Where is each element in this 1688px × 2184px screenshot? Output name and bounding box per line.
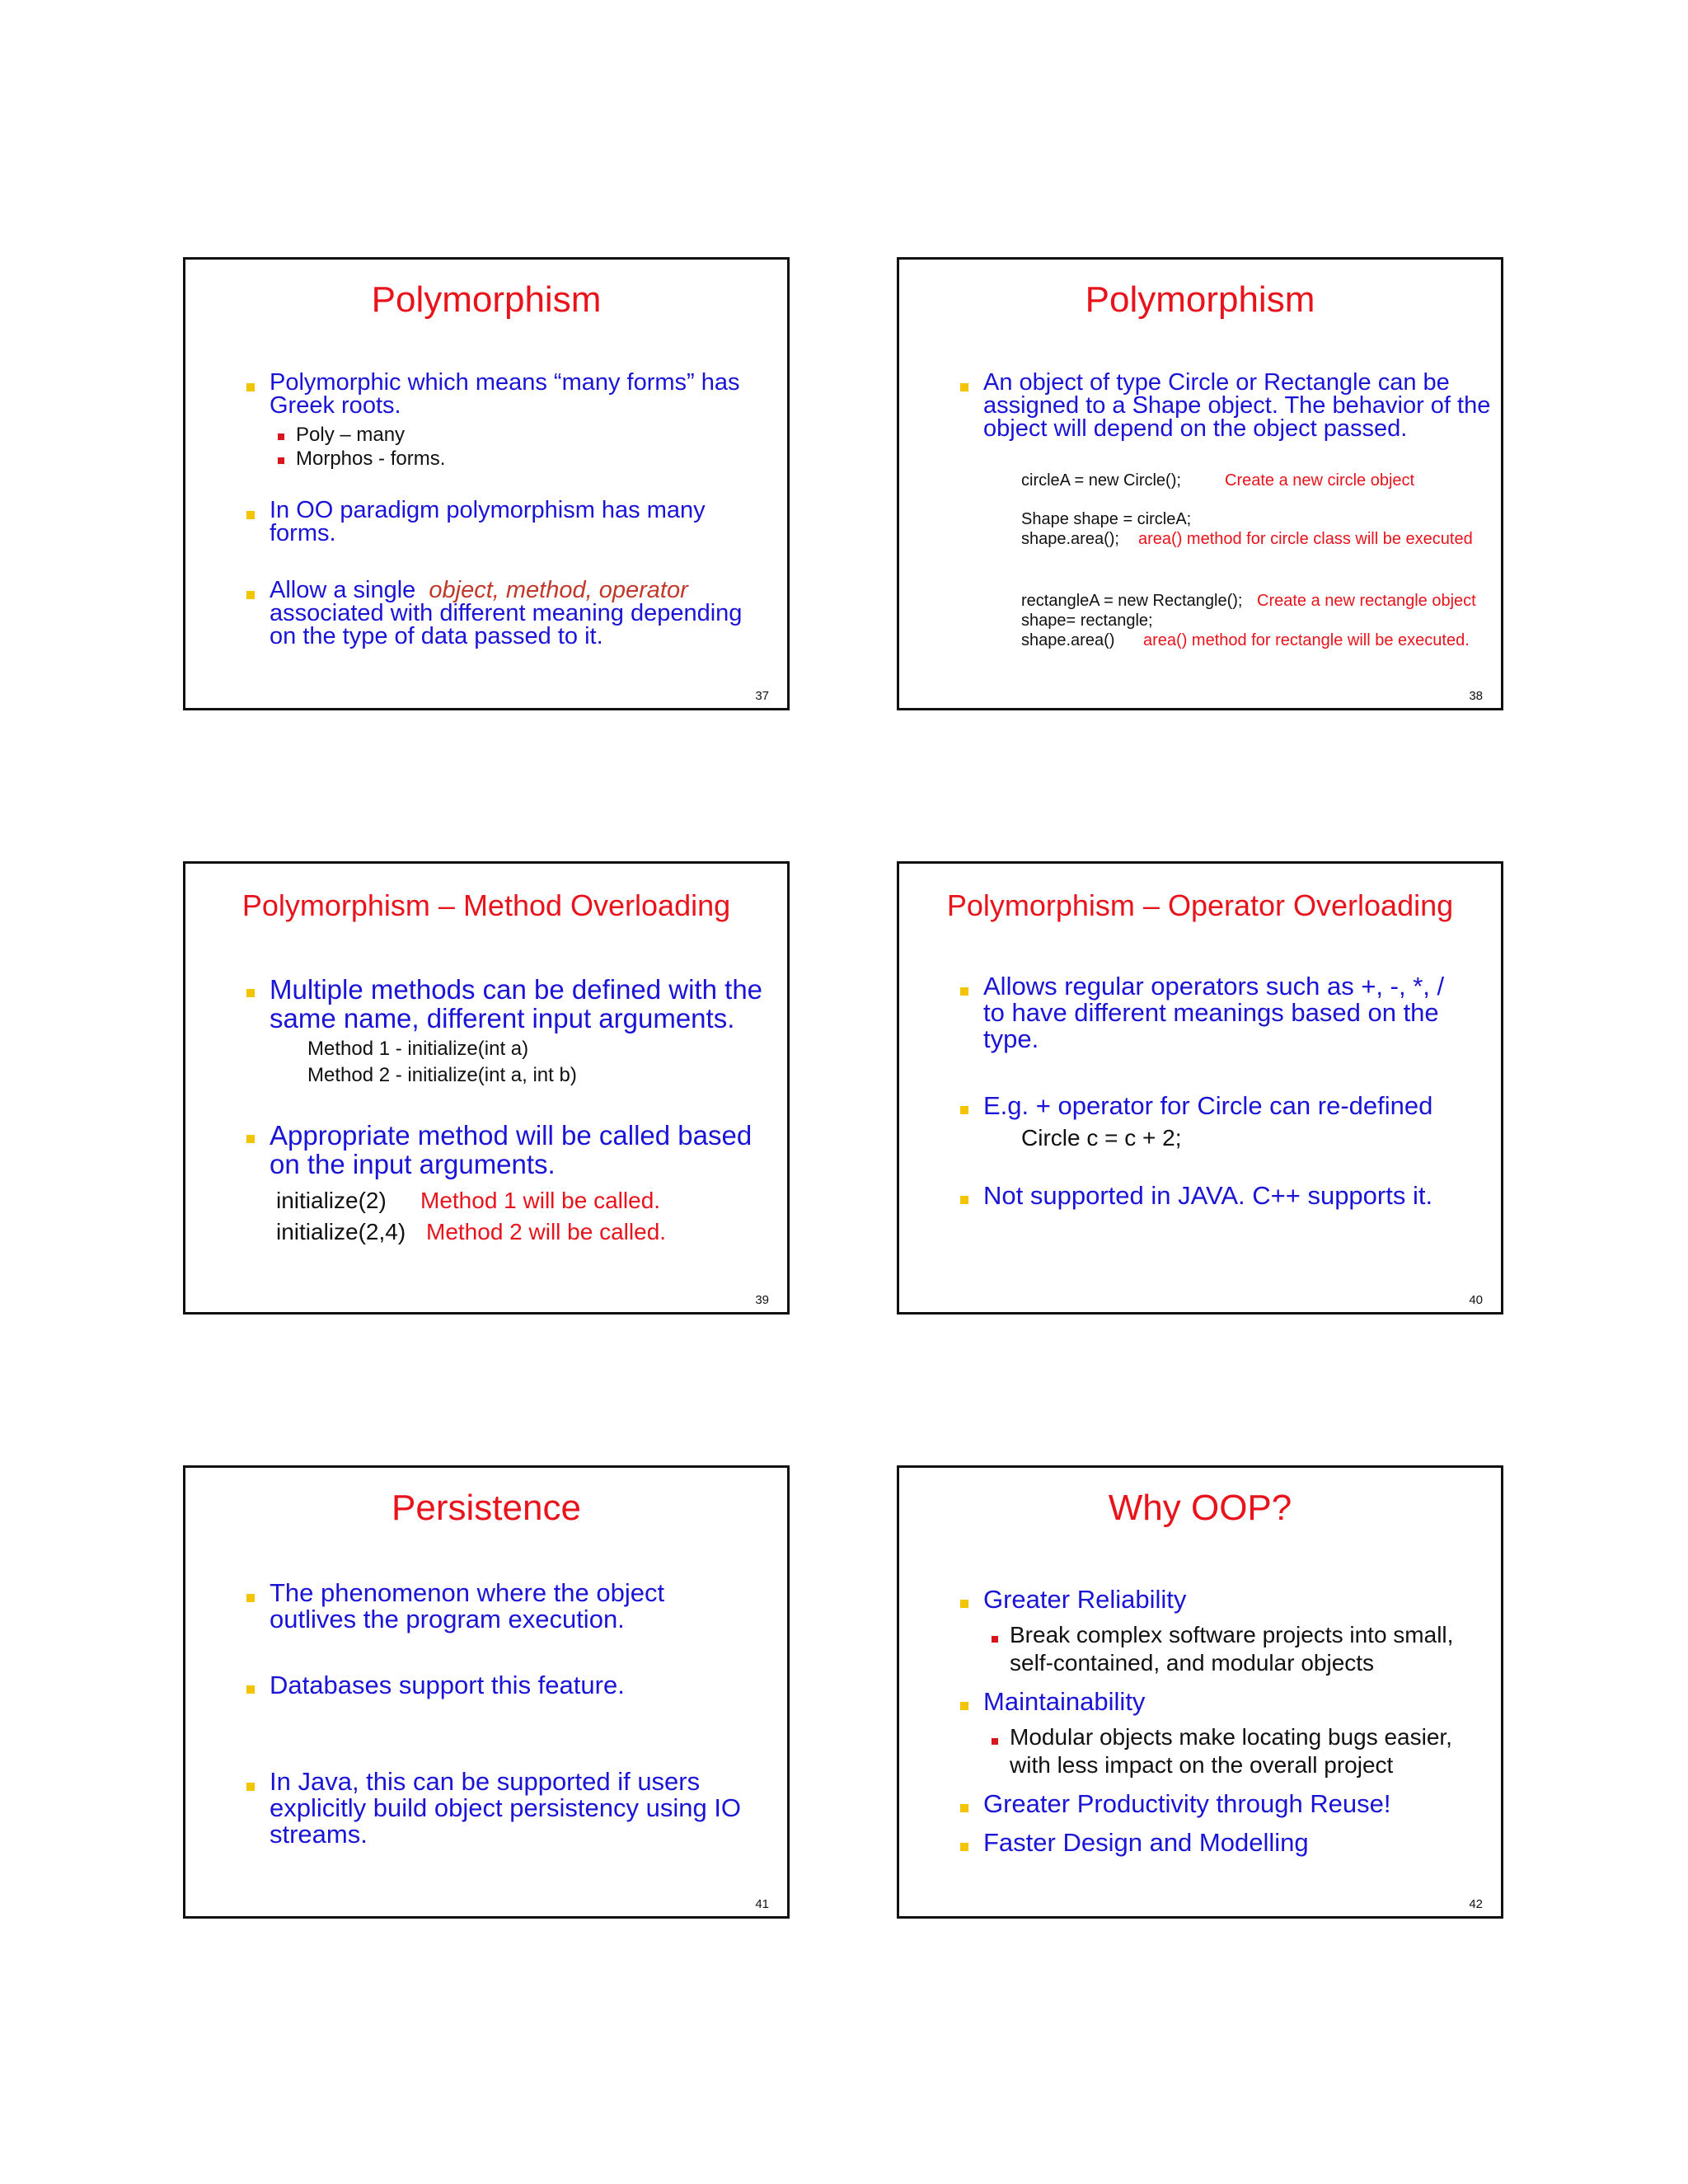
text-line: on the input arguments. [270, 1149, 556, 1179]
bullet-text [270, 499, 706, 545]
sub-bullet-text: Morphos - forms. [296, 448, 446, 470]
sub-bullet-text [1010, 1723, 1452, 1779]
bullet-icon [960, 1702, 968, 1710]
bullet-text: Databases support this feature. [270, 1671, 625, 1699]
bullet-icon [960, 1843, 968, 1851]
sub-bullet-icon [278, 434, 284, 440]
code-line: initialize(2,4) [276, 1219, 406, 1244]
bullet-text: Faster Design and Modelling [983, 1828, 1309, 1857]
code-comment: Create a new rectangle object [1257, 592, 1476, 610]
slide-39 [183, 861, 790, 1315]
text-line: streams. [270, 1820, 368, 1849]
text-line: Allows regular operators such as +, -, *, / [983, 972, 1445, 1001]
sub-bullet-icon [278, 457, 284, 464]
text-line: An object of type Circle or Rectangle can be [983, 369, 1450, 396]
code-line: shape= rectangle; [1021, 612, 1153, 630]
text-line: Greek roots. [270, 392, 401, 419]
code-line: shape.area(); [1021, 530, 1119, 548]
text-line: object will depend on the object passed. [983, 415, 1408, 442]
code-line: circleA = new Circle(); [1021, 471, 1181, 490]
bullet-icon [960, 1804, 968, 1812]
text-line: In Java, this can be supported if users [270, 1767, 701, 1796]
text-line: with less impact on the overall project [1010, 1752, 1394, 1778]
text-line: In OO paradigm polymorphism has many [270, 497, 706, 523]
bullet-icon [246, 591, 255, 599]
text-line: Method 1 - initialize(int a) [307, 1038, 529, 1060]
code-comment: Method 2 will be called. [426, 1219, 667, 1244]
bullet-icon [960, 1600, 968, 1608]
slide-number: 40 [1469, 1293, 1483, 1307]
code-line: initialize(2) [276, 1188, 387, 1213]
slide-title: Polymorphism – Operator Overloading [946, 888, 1454, 922]
bullet-text [270, 371, 740, 417]
text-line: forms. [270, 520, 336, 546]
text-line: Break complex software projects into small, [1010, 1622, 1454, 1647]
code-comment: Method 1 will be called. [420, 1188, 661, 1213]
code-comment: Create a new circle object [1225, 471, 1415, 490]
text-line: on the type of data passed to it. [270, 623, 603, 649]
code-line: rectangleA = new Rectangle(); [1021, 592, 1243, 610]
text-line: type. [983, 1024, 1039, 1053]
bullet-icon [960, 1196, 968, 1204]
text-line: Method 2 - initialize(int a, int b) [307, 1064, 577, 1086]
bullet-text [270, 975, 762, 1033]
code-line: Circle c = c + 2; [1021, 1125, 1182, 1151]
text-line: explicitly build object persistency using IO [270, 1793, 742, 1822]
bullet-icon [960, 383, 968, 391]
slide-title: Polymorphism – Method Overloading [241, 888, 731, 922]
bullet-text: Not supported in JAVA. C++ supports it. [983, 1181, 1433, 1210]
text-line: to have different meanings based on the [983, 998, 1439, 1027]
bullet-icon [246, 511, 255, 519]
slide-number: 37 [755, 689, 769, 703]
sub-bullet-text: Poly – many [296, 424, 406, 446]
code-line: shape.area() [1021, 631, 1115, 649]
bullet-icon [960, 1106, 968, 1114]
sub-bullet-icon [992, 1738, 998, 1745]
slide-37 [183, 257, 790, 710]
emphasis-text: object, method, operator [429, 577, 688, 603]
slide-40 [897, 861, 1503, 1315]
code-comment: area() method for circle class will be executed [1138, 530, 1473, 548]
bullet-icon [246, 1594, 255, 1602]
text-line: self-contained, and modular objects [1010, 1650, 1375, 1675]
bullet-icon [246, 1685, 255, 1694]
text-line: assigned to a Shape object. The behavior of the [983, 392, 1491, 419]
slide-title: Polymorphism [371, 279, 602, 320]
slide-number: 39 [755, 1293, 769, 1307]
bullet-text [983, 371, 1490, 440]
text-line: Modular objects make locating bugs easier, [1010, 1724, 1452, 1750]
text-line [270, 579, 742, 602]
bullet-text: Greater Reliability [983, 1585, 1187, 1614]
text-line: same name, different input arguments. [270, 1003, 735, 1033]
slide-number: 38 [1469, 689, 1483, 703]
bullet-icon [246, 1783, 255, 1791]
bullet-text [270, 1580, 664, 1633]
text-line: associated with different meaning depending [270, 600, 743, 626]
code-line: Shape shape = circleA; [1021, 510, 1192, 528]
bullet-text [270, 579, 742, 648]
bullet-text [270, 1769, 741, 1848]
bullet-text [270, 1121, 752, 1179]
text-line: The phenomenon where the object [270, 1578, 665, 1607]
code-comment: area() method for rectangle will be executed. [1143, 631, 1470, 649]
text-span: Allow a single [270, 577, 423, 603]
text-line: Appropriate method will be called based [270, 1120, 753, 1151]
bullet-icon [246, 383, 255, 391]
text-line: outlives the program execution. [270, 1605, 625, 1633]
slide-title: Why OOP? [1108, 1488, 1292, 1528]
slide-38 [897, 257, 1503, 710]
slide-41 [183, 1465, 790, 1919]
slide-title: Polymorphism [1085, 279, 1315, 320]
slide-42 [897, 1465, 1503, 1919]
bullet-text: Greater Productivity through Reuse! [983, 1789, 1391, 1818]
bullet-icon [960, 987, 968, 996]
text-line: Multiple methods can be defined with the [270, 974, 763, 1005]
sub-bullet-text [1010, 1621, 1453, 1677]
slide-title: Persistence [392, 1488, 581, 1528]
slide-number: 42 [1469, 1897, 1483, 1911]
sub-bullet-icon [992, 1636, 998, 1643]
text-line: Polymorphic which means “many forms” has [270, 369, 740, 396]
bullet-text [983, 973, 1444, 1052]
slide-number: 41 [755, 1897, 769, 1911]
bullet-icon [246, 1135, 255, 1143]
bullet-text: Maintainability [983, 1687, 1146, 1716]
bullet-text: E.g. + operator for Circle can re-defined [983, 1091, 1433, 1120]
bullet-icon [246, 989, 255, 997]
